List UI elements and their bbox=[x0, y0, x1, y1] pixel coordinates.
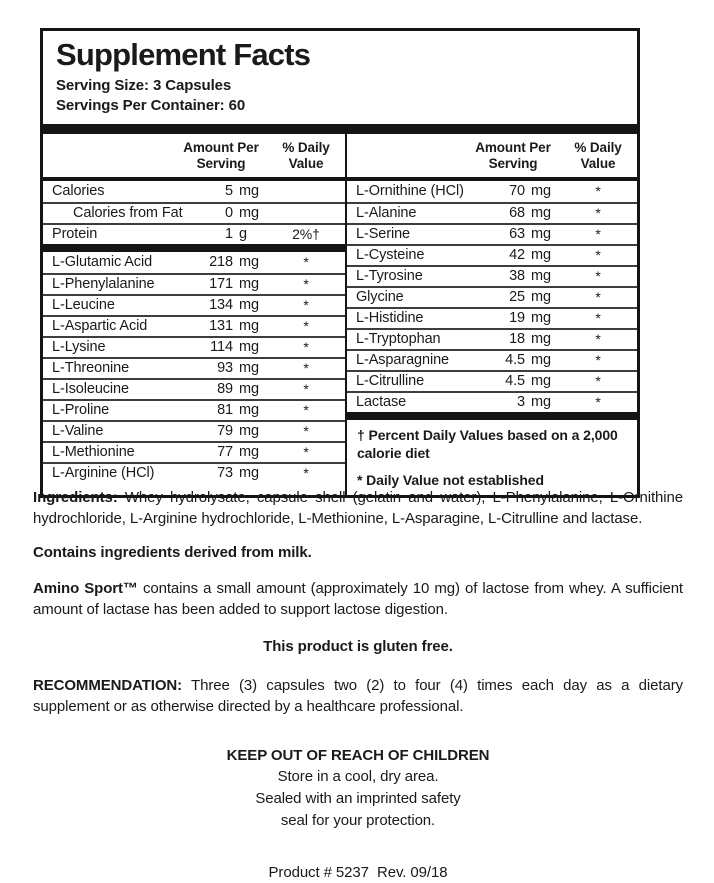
nutrient-name: L-Alanine bbox=[356, 205, 489, 221]
nutrient-amount-value: 5 bbox=[197, 183, 233, 199]
nutrient-daily-value: * bbox=[267, 254, 345, 270]
panel-columns bbox=[43, 134, 637, 495]
nutrient-amount-unit: mg bbox=[239, 402, 267, 418]
table-row bbox=[347, 202, 637, 223]
keep-out-of-reach-title: KEEP OUT OF REACH OF CHILDREN bbox=[33, 745, 683, 767]
nutrient-amount-value: 89 bbox=[197, 381, 233, 397]
nutrient-daily-value: * bbox=[267, 297, 345, 313]
nutrient-name: L-Asparagnine bbox=[356, 352, 489, 368]
daily-value-header bbox=[559, 140, 637, 172]
recommendation-paragraph bbox=[33, 676, 683, 717]
nutrient-name: L-Aspartic Acid bbox=[52, 318, 197, 334]
not-established-footnote: * Daily Value not established bbox=[357, 471, 627, 489]
panel-footnotes bbox=[347, 420, 637, 495]
nutrient-amount-unit: mg bbox=[239, 444, 267, 460]
nutrient-amount-value: 218 bbox=[197, 254, 233, 270]
table-row bbox=[347, 370, 637, 391]
nutrient-daily-value: * bbox=[559, 373, 637, 389]
product-number-line: Product # 5237 Rev. 09/18 bbox=[33, 863, 683, 883]
ingredients-paragraph bbox=[33, 488, 683, 529]
protein-divider-bar bbox=[43, 244, 345, 252]
amino-sport-brand: Amino Sport™ bbox=[33, 580, 138, 597]
table-row bbox=[43, 336, 345, 357]
nutrient-name: Calories bbox=[52, 183, 197, 199]
nutrient-amount-value: 73 bbox=[197, 465, 233, 481]
gluten-free-line: This product is gluten free. bbox=[33, 637, 683, 658]
table-row bbox=[43, 420, 345, 441]
nutrient-name: L-Citrulline bbox=[356, 373, 489, 389]
nutrient-daily-value: * bbox=[267, 360, 345, 376]
nutrient-daily-value: * bbox=[559, 205, 637, 221]
storage-warning-block bbox=[33, 745, 683, 832]
nutrient-name: L-Proline bbox=[52, 402, 197, 418]
nutrient-amount-unit: mg bbox=[239, 205, 267, 221]
nutrient-name: L-Histidine bbox=[356, 310, 489, 326]
storage-line: seal for your protection. bbox=[33, 810, 683, 832]
nutrient-amount-unit: mg bbox=[239, 276, 267, 292]
nutrient-amount-value: 63 bbox=[489, 226, 525, 242]
table-row bbox=[347, 244, 637, 265]
nutrient-daily-value: * bbox=[559, 352, 637, 368]
daily-value-header bbox=[267, 140, 345, 172]
daily-value-footnote: † Percent Daily Values based on a 2,000 calorie diet bbox=[357, 426, 627, 463]
nutrient-amount-unit: mg bbox=[239, 318, 267, 334]
nutrient-name: L-Threonine bbox=[52, 360, 197, 376]
nutrient-daily-value: * bbox=[267, 381, 345, 397]
table-row bbox=[43, 202, 345, 223]
nutrient-amount-unit: mg bbox=[239, 339, 267, 355]
nutrient-amount-value: 0 bbox=[197, 205, 233, 221]
table-row bbox=[43, 223, 345, 244]
dv-header-line1: % Daily bbox=[574, 140, 621, 155]
amount-header-line1: Amount Per bbox=[475, 140, 551, 155]
nutrient-amount-value: 38 bbox=[489, 268, 525, 284]
nutrient-amount-unit: mg bbox=[531, 352, 559, 368]
amino-sport-text: contains a small amount (approximately 10 mg) of lactose from whey. A sufficient amount of lactase has been added to support lactose digestion. bbox=[33, 580, 683, 618]
table-row bbox=[347, 286, 637, 307]
nutrient-amount-value: 42 bbox=[489, 247, 525, 263]
nutrient-daily-value: * bbox=[559, 268, 637, 284]
recommendation-label: RECOMMENDATION: bbox=[33, 677, 182, 694]
nutrient-amount-value: 114 bbox=[197, 339, 233, 355]
nutrient-amount-value: 68 bbox=[489, 205, 525, 221]
nutrient-amount-value: 131 bbox=[197, 318, 233, 334]
nutrient-amount-unit: mg bbox=[531, 373, 559, 389]
table-row bbox=[347, 328, 637, 349]
table-row bbox=[43, 181, 345, 202]
nutrient-amount-value: 70 bbox=[489, 183, 525, 199]
table-row bbox=[347, 307, 637, 328]
nutrient-name: L-Leucine bbox=[52, 297, 197, 313]
nutrient-amount-unit: mg bbox=[239, 423, 267, 439]
nutrient-amount-value: 3 bbox=[489, 394, 525, 410]
nutrient-amount-unit: mg bbox=[531, 310, 559, 326]
nutrient-amount-value: 4.5 bbox=[489, 373, 525, 389]
table-row bbox=[43, 315, 345, 336]
dv-header-line1: % Daily bbox=[282, 140, 329, 155]
storage-line: Store in a cool, dry area. bbox=[33, 766, 683, 788]
nutrient-daily-value: * bbox=[559, 331, 637, 347]
nutrient-name: L-Isoleucine bbox=[52, 381, 197, 397]
nutrient-daily-value: * bbox=[559, 247, 637, 263]
panel-title: Supplement Facts bbox=[56, 38, 624, 73]
nutrient-name: Calories from Fat bbox=[52, 205, 197, 221]
calories-protein-rows bbox=[43, 181, 345, 244]
nutrient-amount-unit: g bbox=[239, 226, 267, 242]
nutrient-amount-unit: mg bbox=[239, 297, 267, 313]
table-row bbox=[43, 294, 345, 315]
left-column bbox=[43, 134, 345, 495]
servings-per-container-line: Servings Per Container: 60 bbox=[56, 96, 624, 117]
nutrient-daily-value: * bbox=[559, 394, 637, 410]
header-spacer bbox=[43, 140, 175, 172]
nutrient-name: L-Glutamic Acid bbox=[52, 254, 197, 270]
header-spacer bbox=[347, 140, 467, 172]
nutrient-daily-value: * bbox=[267, 444, 345, 460]
nutrient-name: Lactase bbox=[356, 394, 489, 410]
nutrient-daily-value: * bbox=[559, 310, 637, 326]
nutrient-amount-unit: mg bbox=[531, 394, 559, 410]
left-amino-rows bbox=[43, 252, 345, 483]
nutrient-daily-value: * bbox=[267, 423, 345, 439]
nutrient-daily-value: * bbox=[267, 318, 345, 334]
nutrient-name: Protein bbox=[52, 226, 197, 242]
table-row bbox=[43, 441, 345, 462]
nutrient-amount-unit: mg bbox=[239, 254, 267, 270]
nutrient-name: L-Serine bbox=[356, 226, 489, 242]
table-row bbox=[347, 223, 637, 244]
thick-divider-bar bbox=[43, 124, 637, 134]
label-body-text bbox=[33, 488, 683, 883]
milk-allergen-line: Contains ingredients derived from milk. bbox=[33, 543, 683, 564]
amount-per-serving-header bbox=[175, 140, 267, 172]
right-amino-rows bbox=[347, 181, 637, 412]
nutrient-name: L-Arginine (HCl) bbox=[52, 465, 197, 481]
nutrient-amount-unit: mg bbox=[531, 226, 559, 242]
amino-sport-paragraph bbox=[33, 579, 683, 620]
ingredients-label: Ingredients: bbox=[33, 489, 118, 506]
nutrient-amount-value: 77 bbox=[197, 444, 233, 460]
dv-header-line2: Value bbox=[581, 156, 616, 171]
nutrient-name: L-Methionine bbox=[52, 444, 197, 460]
nutrient-amount-value: 1 bbox=[197, 226, 233, 242]
recommendation-text: Three (3) capsules two (2) to four (4) times each day as a dietary supplement or as otherwise directed by a healthcare professional. bbox=[33, 677, 683, 715]
nutrient-amount-value: 134 bbox=[197, 297, 233, 313]
nutrient-daily-value: * bbox=[267, 402, 345, 418]
nutrient-amount-unit: mg bbox=[531, 183, 559, 199]
nutrient-amount-unit: mg bbox=[239, 360, 267, 376]
nutrient-amount-unit: mg bbox=[531, 289, 559, 305]
lactase-divider-bar bbox=[347, 412, 637, 420]
right-column bbox=[347, 134, 637, 495]
table-row bbox=[43, 252, 345, 273]
nutrient-amount-value: 19 bbox=[489, 310, 525, 326]
nutrient-name: L-Lysine bbox=[52, 339, 197, 355]
table-row bbox=[347, 349, 637, 370]
nutrient-daily-value: 2%† bbox=[267, 226, 345, 242]
nutrient-amount-unit: mg bbox=[239, 381, 267, 397]
ingredients-text: Whey hydrolysate, capsule shell (gelatin and water), L-Phenylalanine, L-Ornithine hydrochloride, L-Arginine hydrochloride, L-Methionine, L-Asparagine, L-Citrulline and lactase. bbox=[33, 489, 683, 527]
nutrient-amount-value: 4.5 bbox=[489, 352, 525, 368]
nutrient-daily-value: * bbox=[559, 183, 637, 199]
nutrient-amount-unit: mg bbox=[531, 331, 559, 347]
nutrient-daily-value: * bbox=[559, 226, 637, 242]
nutrient-amount-value: 93 bbox=[197, 360, 233, 376]
nutrient-daily-value: * bbox=[267, 276, 345, 292]
left-column-header bbox=[43, 134, 345, 177]
dv-header-line2: Value bbox=[289, 156, 324, 171]
table-row bbox=[43, 273, 345, 294]
table-row bbox=[43, 399, 345, 420]
nutrient-amount-unit: mg bbox=[531, 247, 559, 263]
nutrient-amount-unit: mg bbox=[531, 268, 559, 284]
nutrient-name: L-Tyrosine bbox=[356, 268, 489, 284]
nutrient-amount-unit: mg bbox=[531, 205, 559, 221]
supplement-facts-panel bbox=[40, 28, 640, 498]
table-row bbox=[347, 181, 637, 202]
nutrient-name: L-Ornithine (HCl) bbox=[356, 183, 489, 199]
nutrient-name: Glycine bbox=[356, 289, 489, 305]
nutrient-daily-value: * bbox=[559, 289, 637, 305]
table-row bbox=[43, 378, 345, 399]
panel-header bbox=[43, 31, 637, 124]
nutrient-amount-value: 25 bbox=[489, 289, 525, 305]
nutrient-daily-value: * bbox=[267, 465, 345, 481]
table-row bbox=[347, 391, 637, 412]
amount-header-line2: Serving bbox=[489, 156, 538, 171]
nutrient-amount-value: 79 bbox=[197, 423, 233, 439]
nutrient-name: L-Cysteine bbox=[356, 247, 489, 263]
nutrient-amount-value: 18 bbox=[489, 331, 525, 347]
nutrient-amount-unit: mg bbox=[239, 465, 267, 481]
nutrient-name: L-Phenylalanine bbox=[52, 276, 197, 292]
nutrient-amount-unit: mg bbox=[239, 183, 267, 199]
table-row bbox=[347, 265, 637, 286]
nutrient-name: L-Valine bbox=[52, 423, 197, 439]
table-row bbox=[43, 462, 345, 483]
nutrient-daily-value: * bbox=[267, 339, 345, 355]
amount-header-line2: Serving bbox=[197, 156, 246, 171]
serving-size-line: Serving Size: 3 Capsules bbox=[56, 76, 624, 97]
right-column-header bbox=[347, 134, 637, 177]
nutrient-amount-value: 81 bbox=[197, 402, 233, 418]
amount-header-line1: Amount Per bbox=[183, 140, 259, 155]
amount-per-serving-header bbox=[467, 140, 559, 172]
storage-line: Sealed with an imprinted safety bbox=[33, 788, 683, 810]
table-row bbox=[43, 357, 345, 378]
nutrient-name: L-Tryptophan bbox=[356, 331, 489, 347]
nutrient-amount-value: 171 bbox=[197, 276, 233, 292]
